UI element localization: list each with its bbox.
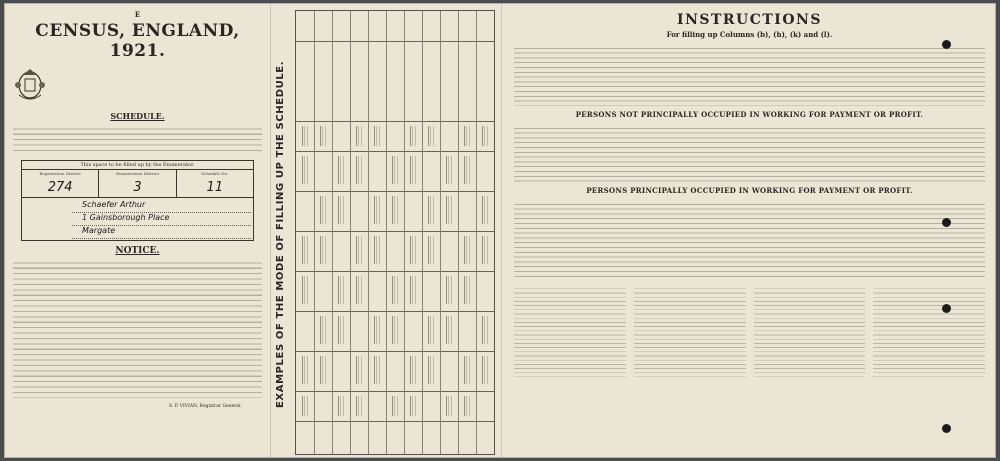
table-cell-text xyxy=(356,126,362,146)
table-cell-text xyxy=(320,356,326,384)
table-cell-text xyxy=(428,196,434,224)
table-column-rule xyxy=(368,11,369,454)
table-cell-text xyxy=(464,276,470,304)
table-cell-text xyxy=(374,236,380,264)
table-cell-text xyxy=(338,156,344,184)
table-cell-text xyxy=(338,316,344,344)
examples-panel xyxy=(271,4,501,459)
document-title: CENSUS, ENGLAND, 1921. xyxy=(35,21,240,61)
table-cell-text xyxy=(302,156,308,184)
table-cell-text xyxy=(410,396,416,416)
table-column-rule xyxy=(422,11,423,454)
schedule-number-value: 11 xyxy=(206,180,224,195)
address-section xyxy=(22,198,253,240)
instructions-title: INSTRUCTIONS xyxy=(677,12,822,28)
table-cell-text xyxy=(410,356,416,384)
table-column-rule xyxy=(404,11,405,454)
occupation-list-column xyxy=(634,285,746,377)
table-cell-text xyxy=(482,126,488,146)
table-cell-text xyxy=(320,316,326,344)
occupation-lists xyxy=(514,285,985,377)
table-cell-text xyxy=(446,156,452,184)
table-row-rule xyxy=(296,121,494,122)
table-cell-text xyxy=(392,316,398,344)
table-column-rule xyxy=(440,11,441,454)
table-column-rule xyxy=(386,11,387,454)
occupation-list-column xyxy=(873,285,985,377)
enumerator-box-header: This space to be filled up by the Enumerator. xyxy=(22,161,253,170)
table-column-rule xyxy=(476,11,477,454)
table-cell-text xyxy=(356,276,362,304)
table-cell-text xyxy=(446,276,452,304)
table-row-rule xyxy=(296,41,494,42)
table-row-rule xyxy=(296,191,494,192)
table-row-rule xyxy=(296,351,494,352)
punch-hole-icon xyxy=(942,40,951,49)
occupation-list-column xyxy=(514,285,626,377)
schedule-label: SCHEDULE. xyxy=(110,111,165,121)
table-cell-text xyxy=(446,396,452,416)
form-code: E xyxy=(134,10,141,19)
table-cell-text xyxy=(374,356,380,384)
table-cell-text xyxy=(338,196,344,224)
table-cell-text xyxy=(374,316,380,344)
preamble-text-block xyxy=(13,124,262,154)
table-cell-text xyxy=(428,316,434,344)
section-heading-not-occupied: PERSONS NOT PRINCIPALLY OCCUPIED IN WORKING FOR PAYMENT OR PROFIT. xyxy=(575,110,924,119)
table-cell-text xyxy=(356,156,362,184)
table-cell-text xyxy=(464,126,470,146)
table-cell-text xyxy=(464,356,470,384)
table-cell-text xyxy=(446,316,452,344)
table-column-rule xyxy=(332,11,333,454)
table-cell-text xyxy=(374,126,380,146)
table-column-rule xyxy=(350,11,351,454)
table-cell-text xyxy=(464,396,470,416)
table-column-rule xyxy=(314,11,315,454)
punch-hole-icon xyxy=(942,424,951,433)
table-cell-text xyxy=(320,236,326,264)
notice-heading: NOTICE. xyxy=(115,246,160,256)
table-cell-text xyxy=(302,356,308,384)
table-cell-text xyxy=(302,276,308,304)
table-cell-text xyxy=(428,236,434,264)
punch-hole-icon xyxy=(942,218,951,227)
table-cell-text xyxy=(356,396,362,416)
table-cell-text xyxy=(482,356,488,384)
postal-address-line-2: Margate xyxy=(72,226,251,239)
registration-district-cell: Registration District 274 xyxy=(22,170,99,197)
enumeration-district-cell: Enumeration District 3 xyxy=(99,170,176,197)
examples-table xyxy=(295,10,495,455)
occupation-list-column xyxy=(754,285,866,377)
table-cell-text xyxy=(410,236,416,264)
instructions-text-block-2 xyxy=(514,124,985,182)
table-row-rule xyxy=(296,151,494,152)
table-cell-text xyxy=(410,276,416,304)
instructions-text-block-3 xyxy=(514,200,985,280)
table-row-rule xyxy=(296,231,494,232)
table-cell-text xyxy=(374,196,380,224)
table-cell-text xyxy=(428,126,434,146)
table-cell-text xyxy=(482,236,488,264)
postal-address-line-1: 1 Gainsborough Place xyxy=(72,213,251,226)
punch-hole-icon xyxy=(942,304,951,313)
table-row-rule xyxy=(296,391,494,392)
occupier-name: Schaefer Arthur xyxy=(72,200,251,213)
table-row-rule xyxy=(296,421,494,422)
table-cell-text xyxy=(356,356,362,384)
cover-panel xyxy=(5,4,270,459)
table-cell-text xyxy=(410,156,416,184)
table-cell-text xyxy=(428,356,434,384)
table-cell-text xyxy=(410,126,416,146)
table-cell-text xyxy=(392,196,398,224)
table-cell-text xyxy=(446,196,452,224)
table-cell-text xyxy=(338,276,344,304)
table-cell-text xyxy=(338,396,344,416)
instructions-panel xyxy=(502,4,997,459)
table-cell-text xyxy=(320,196,326,224)
registrar-signature: S. P. VIVIAN, Registrar General. xyxy=(168,404,242,409)
table-cell-text xyxy=(464,236,470,264)
schedule-number-cell: Schedule No. 11 xyxy=(177,170,253,197)
table-cell-text xyxy=(392,156,398,184)
table-cell-text xyxy=(302,126,308,146)
table-row-rule xyxy=(296,311,494,312)
instructions-subtitle: For filling up Columns (b), (h), (k) and (l). xyxy=(666,30,833,39)
table-cell-text xyxy=(482,316,488,344)
table-cell-text xyxy=(356,236,362,264)
section-heading-occupied: PERSONS PRINCIPALLY OCCUPIED IN WORKING FOR PAYMENT OR PROFIT. xyxy=(586,186,913,195)
enumeration-district-value: 3 xyxy=(133,180,142,195)
table-cell-text xyxy=(320,126,326,146)
examples-title: EXAMPLES OF THE MODE OF FILLING UP THE SCHEDULE. xyxy=(275,60,286,408)
table-cell-text xyxy=(302,236,308,264)
enumerator-box xyxy=(21,160,254,241)
table-row-rule xyxy=(296,271,494,272)
census-sheet xyxy=(4,3,996,458)
table-cell-text xyxy=(392,276,398,304)
table-cell-text xyxy=(464,156,470,184)
table-cell-text xyxy=(392,396,398,416)
royal-crest-icon xyxy=(13,65,47,105)
instructions-text-block-1 xyxy=(514,44,985,106)
notice-text-block xyxy=(13,258,262,398)
table-column-rule xyxy=(458,11,459,454)
registration-district-value: 274 xyxy=(47,180,73,195)
table-cell-text xyxy=(302,396,308,416)
table-cell-text xyxy=(482,196,488,224)
